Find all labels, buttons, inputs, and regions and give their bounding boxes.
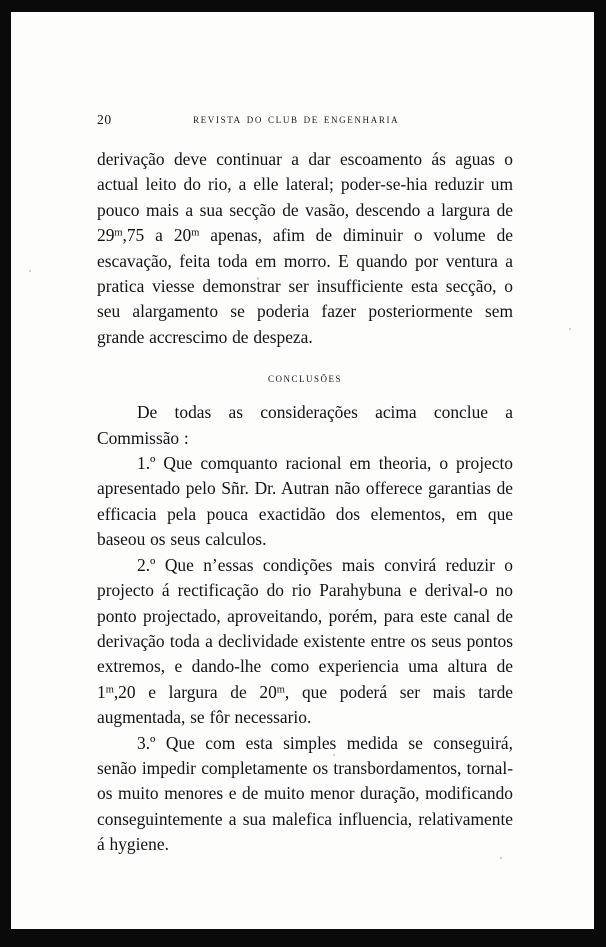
paper-speck [569, 328, 571, 330]
page-text-block [97, 108, 513, 858]
page-number: 20 [97, 112, 112, 127]
p-derivacao: derivação deve continuar a dar escoamento ás aguas o actual leito do rio, a elle lateral; poder-se-hia reduzir um pouco mais a sua secção de vasão, descendo a largura de 29$^m$,75 a 20$^m$ apenas, afim de diminuir o volume de escavação, feita toda em morro. E quando por ventura a pratica viesse demonstrar ser insufficiente esta secção, o seu alargamento se poderia fazer posteriormente sem grande accrescimo de despeza. [97, 149, 513, 347]
running-header [97, 108, 513, 138]
body-paragraphs [97, 147, 513, 350]
p-item-1: 1.º Que comquanto racional em theoria, o projecto apresentado pelo Sñr. Dr. Autran não offerece garantias de efficacia pela pouca exactidão dos elementos, em que baseou os seus calculos. [97, 453, 513, 550]
paper-speck [29, 270, 31, 272]
p-intro: De todas as considerações acima conclue a Commissão : [97, 402, 513, 448]
conclusion-paragraphs [97, 400, 513, 857]
unit-superscript: m [114, 227, 123, 239]
page-sheet [11, 12, 594, 929]
unit-superscript: m [191, 227, 200, 239]
running-head-title: revista do club de engenharia [193, 111, 400, 126]
unit-superscript: m [276, 684, 285, 696]
unit-superscript: m [105, 684, 114, 696]
section-heading-conclusoes: conclusões [267, 370, 342, 386]
p-item-2: 2.º Que n’essas condições mais convirá reduzir o projecto á rectificação do rio Parahybuna e derival-o no ponto projectado, aproveitando, porém, para este canal de derivação toda a declividade existente entre os seus pontos extremos, e dando-lhe como experiencia uma altura de 1$^m$,20 e largura de 20$^m$, que poderá ser mais tarde augmentada, se fôr necessario. [97, 554, 513, 728]
p-item-3: 3.º Que com esta simples medida se conseguirá, senão impedir completamente os transbordamentos, tornal-os muito menores e de muito menor duração, modificando conseguintemente a sua malefica influencia, relativamente á hygiene. [97, 732, 513, 855]
